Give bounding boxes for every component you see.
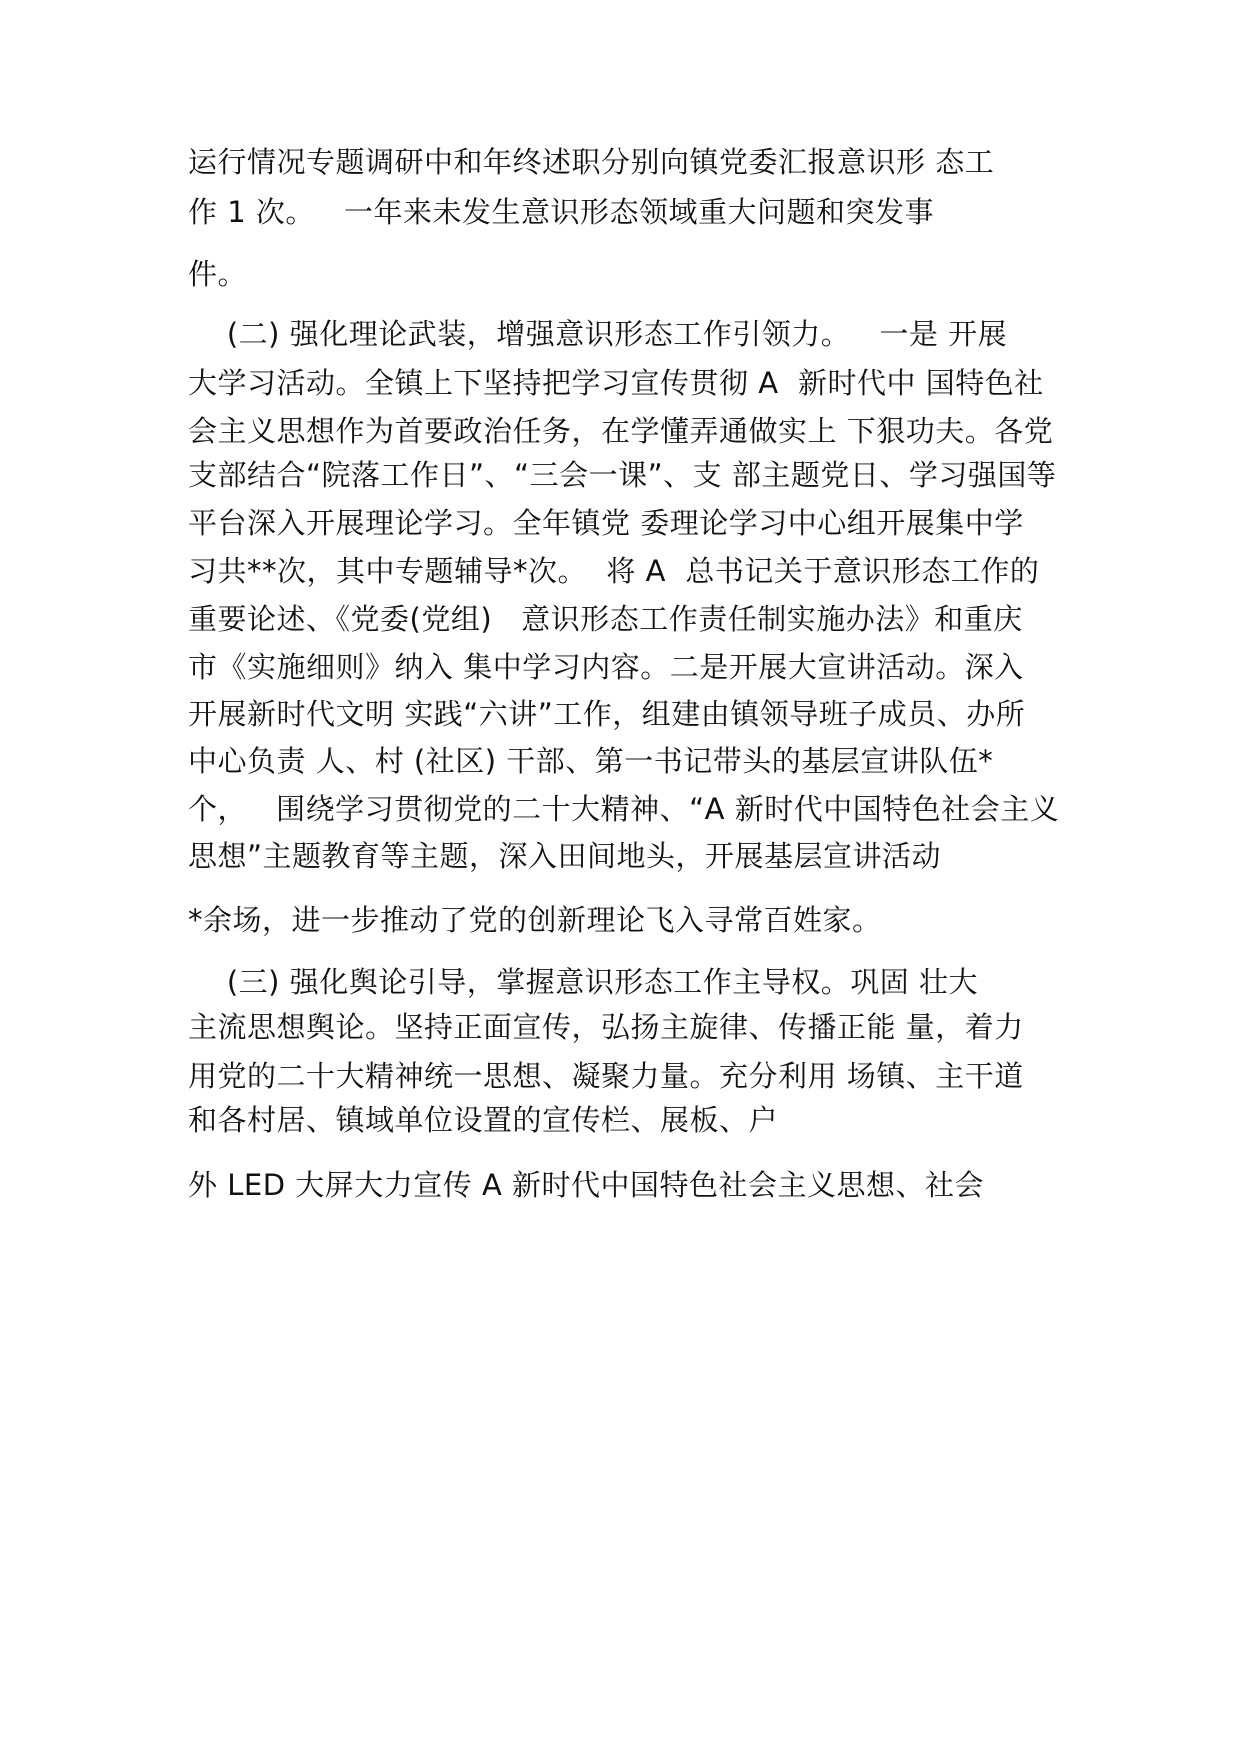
- text-line: 中心负责 人、村 (社区) 干部、第一书记带头的基层宣讲队伍*: [188, 744, 994, 778]
- text-line: 会主义思想作为首要政治任务，在学懂弄通做实上 下狠功夫。各党: [188, 414, 1054, 448]
- text-line: 市《实施细则》纳入 集中学习内容。二是开展大宣讲活动。深入: [188, 650, 1024, 684]
- text-line: *余场，进一步推动了党的创新理论飞入寻常百姓家。: [188, 903, 882, 937]
- text-line: 运行情况专题调研中和年终述职分别向镇党委汇报意识形 态工: [188, 145, 995, 179]
- section-heading-line: (二) 强化理论武装，增强意识形态工作引领力。 一是 开展: [188, 317, 1008, 351]
- text-line: 外 LED 大屏大力宣传 A 新时代中国特色社会主义思想、社会: [188, 1168, 985, 1202]
- text-line: 平台深入开展理论学习。全年镇党 委理论学习中心组开展集中学: [188, 506, 1024, 540]
- text-line: 件。: [188, 257, 248, 291]
- text-line: 个， 围绕学习贯彻党的二十大精神、“A 新时代中国特色社会主义: [188, 792, 1060, 826]
- text-line: 主流思想舆论。坚持正面宣传，弘扬主旋律、传播正能 量，着力: [188, 1010, 1024, 1044]
- text-line: 和各村居、镇域单位设置的宣传栏、展板、户: [188, 1103, 779, 1137]
- text-line: 习共**次，其中专题辅导*次。 将 A 总书记关于意识形态工作的: [188, 554, 1040, 588]
- text-line: 支部结合“院落工作日”、“三会一课”、支 部主题党日、学习强国等: [188, 458, 1057, 492]
- text-line: 大学习活动。全镇上下坚持把学习宣传贯彻 A 新时代中 国特色社: [188, 366, 1044, 400]
- text-line: 重要论述、《党委(党组) 意识形态工作责任制实施办法》和重庆: [188, 602, 1023, 636]
- section-heading-line: (三) 强化舆论引导，掌握意识形态工作主导权。巩固 壮大: [188, 965, 978, 999]
- text-line: 作 1 次。 一年来未发生意识形态领域重大问题和突发事: [188, 195, 935, 229]
- text-line: 开展新时代文明 实践“六讲”工作，组建由镇领导班子成员、办所: [188, 697, 1026, 731]
- text-line: 用党的二十大精神统一思想、凝聚力量。充分利用 场镇、主干道: [188, 1059, 1024, 1093]
- text-line: 思想”主题教育等主题，深入田间地头，开展基层宣讲活动: [188, 839, 942, 873]
